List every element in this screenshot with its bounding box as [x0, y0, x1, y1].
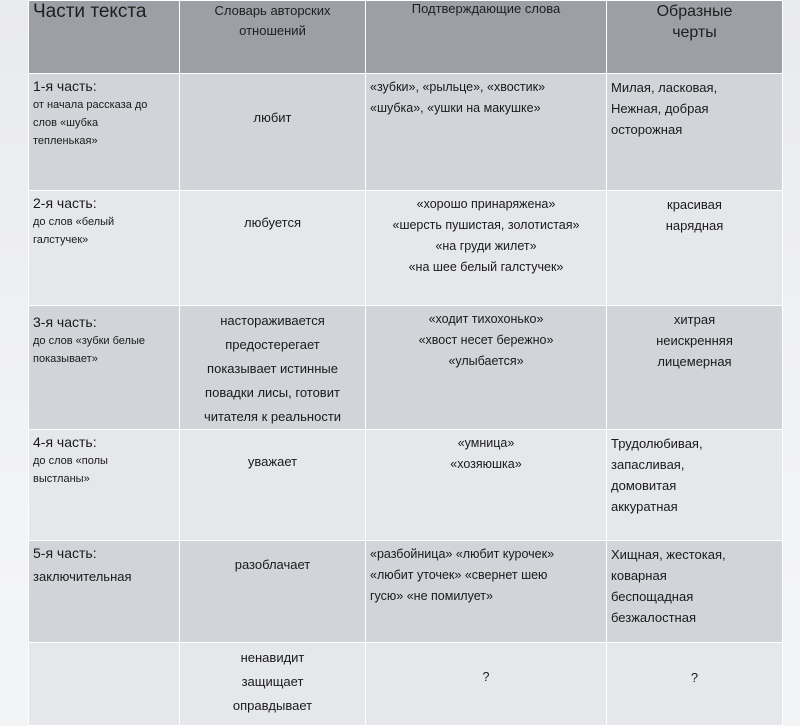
- word-line: «хозяюшка»: [450, 457, 522, 471]
- header-traits-line: Образные: [656, 3, 733, 20]
- part-cell: [29, 191, 180, 306]
- relation-line: любит: [253, 110, 292, 125]
- table-row: [29, 430, 783, 541]
- word-line: гусю» «не помилует»: [370, 589, 493, 603]
- words-cell: [366, 74, 607, 191]
- word-line: «шерсть пушистая, золотистая»: [392, 218, 580, 232]
- relation-line: предостерегает: [225, 337, 320, 352]
- part-title: 4-я часть:: [33, 434, 97, 450]
- part-cell: [29, 74, 180, 191]
- word-line: «улыбается»: [448, 354, 524, 368]
- trait-line: осторожная: [611, 122, 683, 137]
- word-line: «умница»: [457, 436, 515, 450]
- relation-line: любуется: [244, 215, 301, 230]
- trait-line: хитрая: [673, 312, 716, 327]
- word-line: ?: [482, 670, 490, 684]
- table-row: [29, 541, 783, 643]
- part-title: 1-я часть:: [33, 78, 97, 94]
- part-range-line: тепленькая»: [33, 135, 98, 147]
- relation-line: оправдывает: [232, 698, 313, 713]
- trait-line: аккуратная: [611, 499, 678, 514]
- word-line: «хорошо принаряжена»: [416, 197, 556, 211]
- trait-line: неискренняя: [656, 333, 733, 348]
- words-cell: [366, 541, 607, 643]
- header-relations: [180, 1, 366, 74]
- analysis-table: [28, 0, 783, 726]
- trait-line: домовитая: [611, 478, 677, 493]
- header-traits: [607, 1, 783, 74]
- trait-line: Милая, ласковая,: [611, 80, 718, 95]
- trait-line: красивая: [667, 197, 722, 212]
- relation-line: ненавидит: [240, 650, 305, 665]
- trait-line: Трудолюбивая,: [611, 436, 703, 451]
- relation-line: защищает: [241, 674, 304, 689]
- relation-line: уважает: [247, 454, 298, 469]
- header-words: Подтверждающие слова: [366, 1, 607, 74]
- part-title: 2-я часть:: [33, 195, 97, 211]
- word-line: «на груди жилет»: [435, 239, 537, 253]
- table-row: [29, 191, 783, 306]
- traits-cell: [607, 541, 783, 643]
- trait-line: Хищная, жестокая,: [611, 547, 726, 562]
- trait-line: запасливая,: [611, 457, 685, 472]
- trait-line: безжалостная: [611, 610, 696, 625]
- part-title: 3-я часть:: [33, 314, 97, 330]
- part-range-line: слов «шубка: [33, 117, 99, 129]
- words-cell: [366, 191, 607, 306]
- part-range-line: показывает»: [33, 353, 98, 365]
- part-range-line: до слов «зубки белые: [33, 335, 145, 347]
- part-cell: [29, 306, 180, 430]
- part-cell: [29, 643, 180, 726]
- relations-cell: [180, 74, 366, 191]
- relation-line: настораживается: [220, 313, 325, 328]
- relations-cell: [180, 541, 366, 643]
- part-cell: [29, 430, 180, 541]
- relations-cell: [180, 643, 366, 726]
- words-cell: [366, 430, 607, 541]
- relation-line: повадки лисы, готовит: [205, 385, 340, 400]
- part-title: 5-я часть:: [33, 545, 97, 561]
- relations-cell: [180, 430, 366, 541]
- traits-cell: [607, 430, 783, 541]
- traits-cell: [607, 306, 783, 430]
- header-parts: Части текста: [29, 1, 180, 74]
- word-line: «на шее белый галстучек»: [408, 260, 564, 274]
- trait-line: коварная: [611, 568, 667, 583]
- header-relations-line: Словарь авторских: [214, 3, 331, 18]
- word-line: «разбойница» «любит курочек»: [370, 547, 555, 561]
- trait-line: лицемерная: [657, 354, 732, 369]
- traits-cell: [607, 643, 783, 726]
- part-range-line: выстланы»: [33, 473, 90, 485]
- header-relations-line: отношений: [239, 23, 306, 38]
- traits-cell: [607, 74, 783, 191]
- traits-cell: [607, 191, 783, 306]
- word-line: «зубки», «рыльце», «хвостик»: [370, 80, 546, 94]
- part-range-line: от начала рассказа до: [33, 99, 148, 111]
- table-row: [29, 643, 783, 726]
- word-line: «шубка», «ушки на макушке»: [370, 101, 541, 115]
- words-cell: [366, 306, 607, 430]
- word-line: «ходит тихохонько»: [428, 312, 544, 326]
- part-range-line: галстучек»: [33, 234, 89, 246]
- part-range-line: до слов «полы: [33, 455, 108, 467]
- word-line: «хвост несет бережно»: [418, 333, 554, 347]
- part-range-line: до слов «белый: [33, 216, 115, 228]
- part-range-line: заключительная: [33, 569, 132, 584]
- header-traits-line: черты: [672, 24, 717, 41]
- trait-line: беспощадная: [611, 589, 694, 604]
- trait-line: нарядная: [665, 218, 724, 233]
- relations-cell: [180, 191, 366, 306]
- part-cell: [29, 541, 180, 643]
- word-line: «любит уточек» «свернет шею: [370, 568, 548, 582]
- relations-cell: [180, 306, 366, 430]
- relation-line: показывает истинные: [207, 361, 338, 376]
- trait-line: Нежная, добрая: [611, 101, 709, 116]
- words-cell: [366, 643, 607, 726]
- table-header-row: [29, 1, 783, 74]
- table-row: [29, 74, 783, 191]
- relation-line: разоблачает: [234, 557, 311, 572]
- relation-line: читателя к реальности: [203, 409, 342, 424]
- trait-line: ?: [690, 670, 699, 685]
- table-row: [29, 306, 783, 430]
